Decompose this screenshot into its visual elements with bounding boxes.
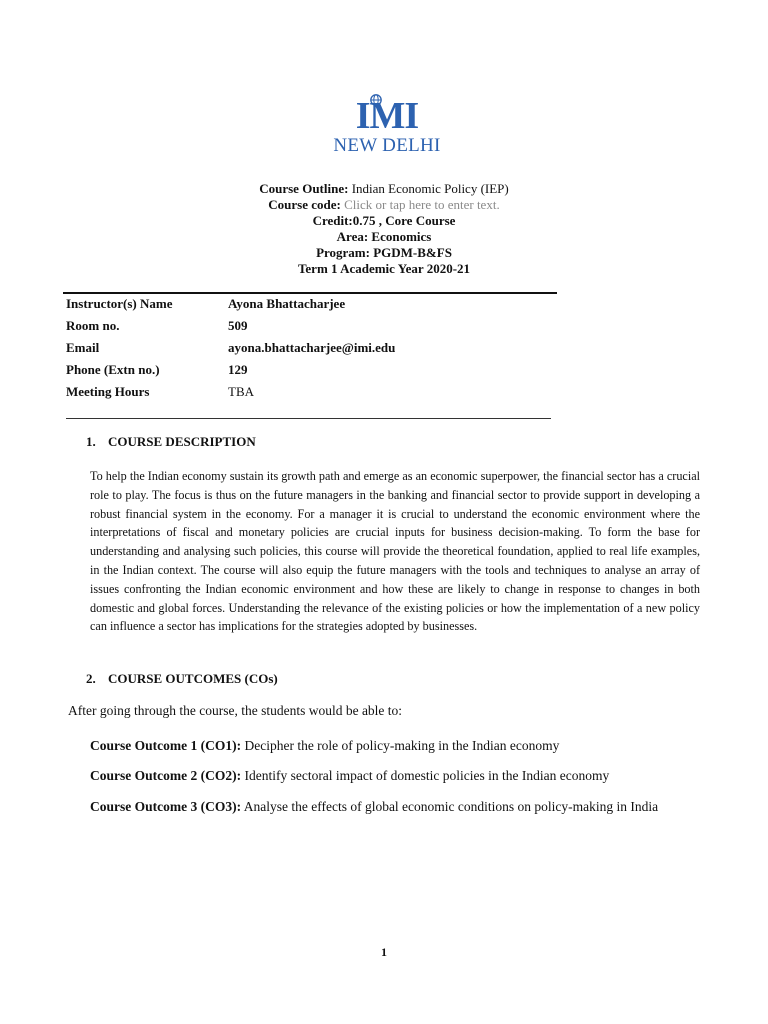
imi-logo [332, 96, 442, 156]
page-number: 1 [381, 945, 387, 959]
info-table-bottom-rule [66, 418, 551, 419]
outcome-text: Analyse the effects of global economic conditions on policy-making in India [243, 799, 659, 814]
globe-icon [370, 94, 382, 106]
section-number: 1. [86, 434, 96, 449]
section-heading-course-outcomes [86, 671, 278, 687]
email-value: ayona.bhattacharjee@imi.edu [228, 340, 396, 355]
section-title: COURSE DESCRIPTION [108, 434, 256, 449]
course-code-label: Course code: [268, 197, 341, 212]
term-line: Term 1 Academic Year 2020-21 [297, 261, 471, 276]
info-label: Phone (Extn no.) [66, 362, 160, 377]
course-outcome-3 [90, 798, 700, 816]
area-line: Area: Economics [336, 229, 432, 244]
info-value: TBA [228, 384, 254, 399]
logo-mark [356, 96, 418, 136]
course-header [0, 181, 768, 277]
course-code-line [0, 197, 768, 213]
info-value: 509 [228, 318, 248, 333]
course-code-placeholder[interactable]: Click or tap here to enter text. [344, 197, 500, 212]
logo-text: IMI [355, 95, 419, 137]
course-outcome-1 [90, 737, 700, 755]
info-label: Instructor(s) Name [66, 296, 173, 311]
course-outline-label: Course Outline: [259, 181, 349, 196]
info-label: Room no. [66, 318, 120, 333]
section-heading-course-description [86, 434, 256, 450]
outcome-label: Course Outcome 3 (CO3): [90, 799, 242, 814]
course-description-paragraph: To help the Indian economy sustain its growth path and emerge as an economic superpower, the financial sector has a crucial role to play. The focus is thus on the future managers in the banking and financial sector to provide support in developing a robust financial system in the economy. For a manager it is crucial to understand the economic environment where the interpretations of fiscal and monetary policies are crucial inputs for business decision-making. To form the base for understanding and analysing such policies, this course will provide the theoretical foundation, applied to real life examples, in the Indian context. The course will also equip the future managers with the tools and techniques to analyse an array of issues confronting the Indian economic environment and how these are likely to change in response to changes in both domestic and global forces. Understanding the relevance of the existing policies or how the implementation of a new policy can influence a sector has implications for the strategies adopted by businesses. [90, 469, 700, 634]
course-outline-value: Indian Economic Policy (IEP) [351, 181, 509, 196]
outcome-text: Decipher the role of policy-making in the Indian economy [244, 738, 560, 753]
course-outcome-2 [90, 767, 700, 785]
credit-line: Credit:0.75 , Core Course [312, 213, 456, 228]
info-table-top-rule [63, 292, 557, 294]
course-outline-line [0, 181, 768, 197]
outcomes-intro: After going through the course, the students would be able to: [68, 703, 403, 718]
outcome-text: Identify sectoral impact of domestic policies in the Indian economy [244, 768, 610, 783]
outcome-label: Course Outcome 2 (CO2): [90, 768, 242, 783]
info-label: Meeting Hours [66, 384, 150, 399]
section-title: COURSE OUTCOMES (COs) [108, 671, 278, 686]
section-number: 2. [86, 671, 96, 686]
outcome-label: Course Outcome 1 (CO1): [90, 738, 242, 753]
logo-subtitle: NEW DELHI [333, 135, 441, 156]
info-value: Ayona Bhattacharjee [228, 296, 346, 311]
info-label: Email [66, 340, 100, 355]
info-value: 129 [228, 362, 248, 377]
program-line: Program: PGDM-B&FS [316, 245, 452, 260]
